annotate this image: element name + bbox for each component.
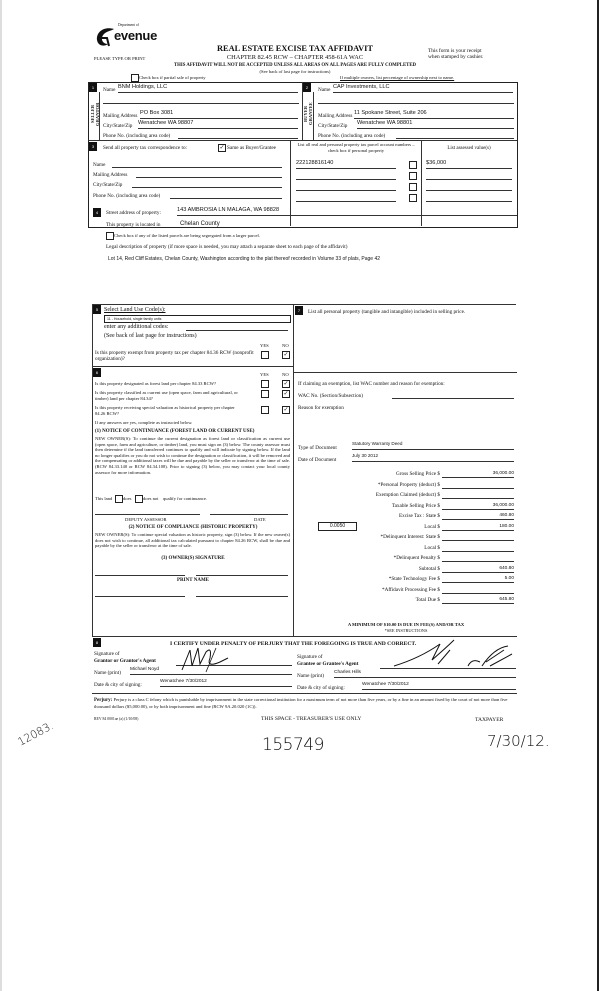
section-7-number: 7 xyxy=(295,306,303,315)
parcel-number-3[interactable] xyxy=(296,182,396,191)
grantee-label: GRANTEE xyxy=(308,102,313,126)
parcel-number-1[interactable]: 222128816140 xyxy=(296,160,396,169)
perjury-notice xyxy=(94,697,519,709)
notice-continuance-title: (1) NOTICE OF CONTINUANCE (FOREST LAND OR CURRENT USE) xyxy=(95,429,255,434)
tax-line-value[interactable] xyxy=(442,544,514,552)
tax-line-value[interactable] xyxy=(442,491,514,499)
buyer-label: BUYER xyxy=(303,105,308,123)
section3-top-rule xyxy=(88,140,517,141)
section6-top-rule xyxy=(92,366,293,367)
middle-divider xyxy=(293,304,294,636)
this-land-label: This land xyxy=(95,496,113,501)
buyer-side-rule xyxy=(313,92,314,140)
s3-name-label: Name xyxy=(93,162,106,168)
grantor-date-label: Date & city of signing: xyxy=(94,682,142,688)
county-value: Chelan County xyxy=(180,221,220,227)
deputy-assessor-line xyxy=(95,514,200,515)
additional-codes-label: enter any additional codes: xyxy=(104,324,169,330)
assessed-value-4[interactable] xyxy=(426,193,512,202)
certify-statement: I CERTIFY UNDER PENALTY OF PERJURY THAT THE FOREGOING IS TRUE AND CORRECT. xyxy=(170,641,417,647)
handwritten-receipt-number: 155749 xyxy=(262,735,324,755)
tax-line-value[interactable]: 645.80 xyxy=(442,596,514,604)
legal-description-label: Legal description of property (if more space is needed, you may attach a separate sheet to each page of the affidavit) xyxy=(106,244,348,250)
print-name-line-2[interactable] xyxy=(196,596,288,597)
does-not-label: does not xyxy=(143,496,159,501)
tax-line-label: Local $ xyxy=(424,523,440,530)
seller-label: SELLER xyxy=(90,104,95,124)
check-mark-icon: ✓ xyxy=(283,406,289,413)
buyer-phone-field[interactable] xyxy=(396,131,514,139)
parcel-number-4[interactable] xyxy=(296,193,396,202)
tax-line-value[interactable] xyxy=(442,554,514,562)
s6-yes-header: YES xyxy=(260,372,269,377)
does-checkbox[interactable] xyxy=(115,495,123,503)
buyer-city-label: City/State/Zip xyxy=(318,123,348,129)
owner-signature-line-1[interactable] xyxy=(95,575,185,576)
handwritten-left-number: 12083. xyxy=(15,719,56,749)
minimum-due-note: A MINIMUM OF $10.00 IS DUE IN FEE(S) AND/OR TAX xyxy=(347,622,465,627)
section7-mid-rule xyxy=(293,372,517,373)
treasurer-use-label: THIS SPACE - TREASURER'S USE ONLY xyxy=(261,716,362,722)
tax-line-value[interactable] xyxy=(442,533,514,541)
see-back-note: (See back of last page for instructions) xyxy=(259,69,331,74)
section-5-number: 5 xyxy=(93,305,101,314)
assessed-value-1[interactable]: $36,000 xyxy=(426,160,512,169)
perjury-label: Perjury: xyxy=(94,698,113,703)
land-use-select[interactable]: 11 - Household, single family units xyxy=(104,315,291,323)
grantor-date-field[interactable]: Wenatchee 7/30/2012 xyxy=(160,679,292,687)
grantee-name-label: Name (print) xyxy=(297,673,324,679)
segregated-checkbox[interactable] xyxy=(106,232,114,240)
buyer-grantee-label xyxy=(303,94,312,134)
buyer-mailing-label: Mailing Address xyxy=(318,113,353,119)
parcel-personal-checkbox-2[interactable] xyxy=(409,172,417,180)
additional-codes-field[interactable] xyxy=(186,324,288,331)
parcel-personal-checkbox-4[interactable] xyxy=(409,194,417,202)
seller-side-rule xyxy=(99,92,100,140)
s3-phone-label: Phone No. (including area code) xyxy=(93,193,161,199)
buyer-city-field[interactable]: Wenatchee WA 98801 xyxy=(357,120,514,129)
partial-sale-label: Check box if partial sale of property xyxy=(139,75,206,80)
seller-city-field[interactable]: Wenatchee WA 98807 xyxy=(138,120,298,129)
wac-field[interactable] xyxy=(392,392,514,399)
grantor-name-label: Name (print) xyxy=(94,670,121,676)
print-name-line-1[interactable] xyxy=(95,596,185,597)
assessed-value-3[interactable] xyxy=(426,182,512,191)
does-not-checkbox[interactable] xyxy=(135,495,143,503)
seller-phone-label: Phone No. (including area code) xyxy=(103,133,171,139)
tax-line-label: *Delinquent Penalty $ xyxy=(393,555,440,561)
deputy-assessor-label: DEPUTY ASSESSOR xyxy=(125,517,167,522)
grantor-sig-label-2: Grantor or Grantor's Agent xyxy=(94,658,156,664)
doc-type-field[interactable]: Statutory Warranty Deed xyxy=(352,441,514,450)
tax-line-value[interactable]: 5.00 xyxy=(442,575,514,583)
assessor-date-label: DATE xyxy=(254,517,266,522)
tax-line-label: Total Due $ xyxy=(415,597,440,603)
tax-line-label: Taxable Selling Price $ xyxy=(391,502,440,509)
check-mark-icon: ✓ xyxy=(283,351,289,358)
grantee-date-label: Date & city of signing: xyxy=(297,685,345,691)
tax-line-label: Exemption Claimed (deduct) $ xyxy=(375,492,440,498)
historic-no-checkbox[interactable] xyxy=(282,406,290,414)
street-address-label: Street address of property: xyxy=(106,210,161,216)
same-as-buyer-checkbox[interactable] xyxy=(218,144,226,152)
tax-line-label: Gross Selling Price $ xyxy=(396,471,440,477)
parcel-header: List all real and personal property tax parcel account numbers – check box if personal property xyxy=(297,142,415,153)
s5-see-back: (See back of last page for instructions) xyxy=(104,333,197,339)
tax-line-value[interactable]: 460.80 xyxy=(442,512,514,520)
owner-signature-label: (3) OWNER(S) SIGNATURE xyxy=(161,556,225,561)
tax-line-value[interactable]: 36,000.00 xyxy=(442,470,514,478)
tax-line-value[interactable]: 180.00 xyxy=(442,523,514,531)
s3-name-field[interactable] xyxy=(112,160,282,168)
grantee-date-field[interactable]: Wenatchee 7/30/2012 xyxy=(362,682,516,690)
please-type-note: PLEASE TYPE OR PRINT xyxy=(94,56,146,61)
seller-mailing-field[interactable]: PO Box 3081 xyxy=(140,110,298,119)
buyer-mailing-field[interactable]: 11 Spokane Street, Suite 206 xyxy=(354,110,514,119)
notice-continuance-body: NEW OWNER(S): To continue the current designation as forest land or classification as current use (open space, farm and agriculture, or timber) land, you must sign on (3) below. The county assessor must then determine if the land transferred continues to qualify and will indicate by signing below. If the land no longer qualifies or you do not wish to continue the designation or classification, it will be removed and the compensating or additional taxes will be due and payable by the seller or transferor at the time of sale. (RCW 84.33.140 or RCW 84.34.108). Prior to signing (3) below, you may contact your local county assessor for more information. xyxy=(95,436,290,475)
seller-phone-field[interactable] xyxy=(178,131,298,139)
seller-name-field[interactable]: BNM Holdings, LLC xyxy=(118,84,298,93)
section-6-number: 6 xyxy=(93,368,101,377)
section-3-number: 3 xyxy=(89,142,97,151)
perjury-text: Perjury is a class C felony which is punishable by imprisonment in the state correctional institution for a maximum term of not more than five years, or by a fine in an amount fixed by the court of not more than five thousand dollars ($5,000.00), or by both imprisonment and fine (RCW 9A.20.020 (1C)). xyxy=(94,697,508,709)
receipt-note xyxy=(428,48,518,60)
scan-edge-right xyxy=(597,0,599,991)
scan-edge-left xyxy=(0,0,2,991)
seller-name-line-2 xyxy=(103,103,299,104)
tax-line-label: Excise Tax : State $ xyxy=(398,513,440,519)
print-name-label: PRINT NAME xyxy=(177,578,209,583)
s5-no-header: NO xyxy=(282,343,289,348)
exempt-question: Is this property exempt from property tax per chapter 84.36 RCW (nonprofit organization)? xyxy=(95,350,254,363)
street-address-field[interactable]: 143 AMBROSIA LN MALAGA, WA 98828 xyxy=(177,207,517,216)
forest-land-question: Is this property designated as forest land per chapter 84.33 RCW? xyxy=(95,381,217,386)
tax-line-value[interactable]: 36,000.00 xyxy=(442,502,514,510)
doc-date-field[interactable]: July 30 2012 xyxy=(352,453,514,462)
same-as-buyer-label: Same as Buyer/Grantee xyxy=(227,145,276,151)
historic-question: Is this property receiving special valuation as historical property per chapter 84.26 RCW? xyxy=(95,405,235,416)
logo-department-text: Department of xyxy=(118,23,139,27)
segregated-label: Check box if any of the listed parcels are being segregated from a larger parcel. xyxy=(114,233,260,238)
current-use-yes-checkbox[interactable] xyxy=(261,390,269,398)
exempt-no-checkbox[interactable] xyxy=(282,351,290,359)
tax-line-label: *State Technology Fee $ xyxy=(388,576,440,582)
send-correspondence-label: Send all property tax correspondence to: xyxy=(103,145,187,151)
tax-line-label: *Personal Property (deduct) $ xyxy=(377,481,440,488)
check-mark-icon: ✓ xyxy=(219,144,225,151)
grantor-sig-label-1: Signature of xyxy=(94,651,120,657)
qualify-label: qualify for continuance. xyxy=(163,496,208,501)
grantee-sig-label-2: Grantee or Grantee's Agent xyxy=(297,661,359,667)
s3-mailing-field[interactable] xyxy=(136,170,282,178)
see-instructions-note: *SEE INSTRUCTIONS xyxy=(384,628,428,633)
local-rate-box[interactable]: 0.0050 xyxy=(318,522,357,531)
section-1-number: 1 xyxy=(89,83,97,92)
current-use-no-checkbox[interactable] xyxy=(282,390,290,398)
handwritten-date: 7/30/12. xyxy=(487,732,550,750)
buyer-name-field[interactable]: CAP Investments, LLC xyxy=(333,84,513,93)
section5-top-rule xyxy=(92,304,516,305)
assessed-value-2[interactable] xyxy=(426,171,512,180)
seller-mailing-label: Mailing Address xyxy=(103,113,138,119)
s3-city-field[interactable] xyxy=(132,180,282,188)
historic-yes-checkbox[interactable] xyxy=(261,406,269,414)
perjury-top-rule xyxy=(92,693,517,694)
tax-line-value[interactable] xyxy=(442,481,514,489)
grantee-sig-label-1: Signature of xyxy=(297,654,323,660)
notice-compliance-body: NEW OWNER(S): To continue special valuation as historic property, sign (3) below. If the new owner(s) does not wish to continue, all additional tax calculated pursuant to chapter 84.26 RCW, shall be due and payable by the seller or transferor at the time of sale. xyxy=(95,532,290,549)
seller-name-label: Name xyxy=(103,87,116,93)
if-yes-note: If any answers are yes, complete as instructed below. xyxy=(95,420,193,425)
owner-signature-line-2[interactable] xyxy=(196,575,288,576)
buyer-name-line-2 xyxy=(318,103,514,104)
s5-yes-header: YES xyxy=(260,343,269,348)
left-border xyxy=(92,304,93,636)
receipt-note-line-1: This form is your receipt xyxy=(428,48,482,54)
partial-sale-checkbox[interactable] xyxy=(131,74,139,82)
parcel-personal-checkbox-1[interactable] xyxy=(409,161,417,169)
parcel-personal-checkbox-3[interactable] xyxy=(409,183,417,191)
logo-word: evenue xyxy=(114,28,158,43)
located-in-label: This property is located in xyxy=(106,222,161,228)
reason-label: Reason for exemption xyxy=(298,405,344,411)
warning-banner: THIS AFFIDAVIT WILL NOT BE ACCEPTED UNLESS ALL AREAS ON ALL PAGES ARE FULLY COMPLETED xyxy=(173,63,417,68)
grantor-label: GRANTOR xyxy=(95,102,100,126)
s3-phone-field[interactable] xyxy=(170,191,282,199)
forest-yes-checkbox[interactable] xyxy=(261,380,269,388)
buyer-phone-label: Phone No. (including area code) xyxy=(318,133,386,139)
grantee-name-field[interactable]: Charles Hills xyxy=(334,670,516,678)
buyer-name-label: Name xyxy=(318,87,331,93)
assessor-date-line xyxy=(210,514,288,515)
does-label: does xyxy=(123,496,132,501)
tax-line-label: *Delinquent Interest: State $ xyxy=(380,534,440,540)
personal-property-label: List all personal property (tangible and intangible) included in selling price. xyxy=(308,309,466,315)
form-title: REAL ESTATE EXCISE TAX AFFIDAVIT xyxy=(216,44,374,53)
check-mark-icon: ✓ xyxy=(283,390,289,397)
legal-description-value[interactable]: Lot 14, Red Cliff Estates, Chelan County, Washington according to the plat thereof recorded in Volume 33 of plats, Page 42 xyxy=(108,256,381,262)
tax-line-label: *Affidavit Processing Fee $ xyxy=(382,586,440,593)
tax-line-value[interactable] xyxy=(442,586,514,594)
grantor-name-field[interactable]: Michael Noyd xyxy=(130,667,292,675)
tax-line-label: Subtotal $ xyxy=(418,565,440,572)
assessed-header: List assessed value(s) xyxy=(447,146,491,151)
form-subtitle: CHAPTER 82.45 RCW – CHAPTER 458-61A WAC xyxy=(226,54,364,61)
receipt-note-line-2: when stamped by cashier. xyxy=(428,54,484,61)
s6-no-header: NO xyxy=(282,372,289,377)
section-2-number: 2 xyxy=(303,83,311,92)
tax-line-label: Local $ xyxy=(424,544,440,551)
revision-number: REV 84 0001ae (a) (1/10/08) xyxy=(94,717,139,721)
seller-grantor-label xyxy=(90,94,99,134)
parcel-number-2[interactable] xyxy=(296,171,396,180)
doc-date-label: Date of Document xyxy=(298,457,337,463)
doc-type-label: Type of Document xyxy=(298,445,337,451)
seller-city-label: City/State/Zip xyxy=(103,123,133,129)
multiple-owners-note: If multiple owners, list percentage of ownership next to name. xyxy=(340,75,455,80)
section-4-number: 4 xyxy=(93,208,101,217)
land-use-label: Select Land Use Code(s): xyxy=(104,307,166,313)
tax-line-value[interactable]: 640.80 xyxy=(442,565,514,573)
s3-city-label: City/State/Zip xyxy=(93,182,123,188)
notice-compliance-title: (2) NOTICE OF COMPLIANCE (HISTORIC PROPERTY) xyxy=(128,525,258,530)
exempt-yes-checkbox[interactable] xyxy=(261,351,269,359)
current-use-question: Is this property classified as current use (open space, farm and agricultural, or timber) land per chapter 84.34? xyxy=(95,390,238,401)
s3-mailing-label: Mailing Address xyxy=(93,172,128,178)
forest-no-checkbox[interactable] xyxy=(282,380,290,388)
section-8-number: 8 xyxy=(93,638,101,647)
exemption-label: If claiming an exemption, list WAC number and reason for exemption: xyxy=(298,381,445,387)
check-mark-icon: ✓ xyxy=(283,380,289,387)
taxpayer-label: TAXPAYER xyxy=(475,717,504,723)
wac-label: WAC No. (Section/Subsection) xyxy=(298,393,363,399)
